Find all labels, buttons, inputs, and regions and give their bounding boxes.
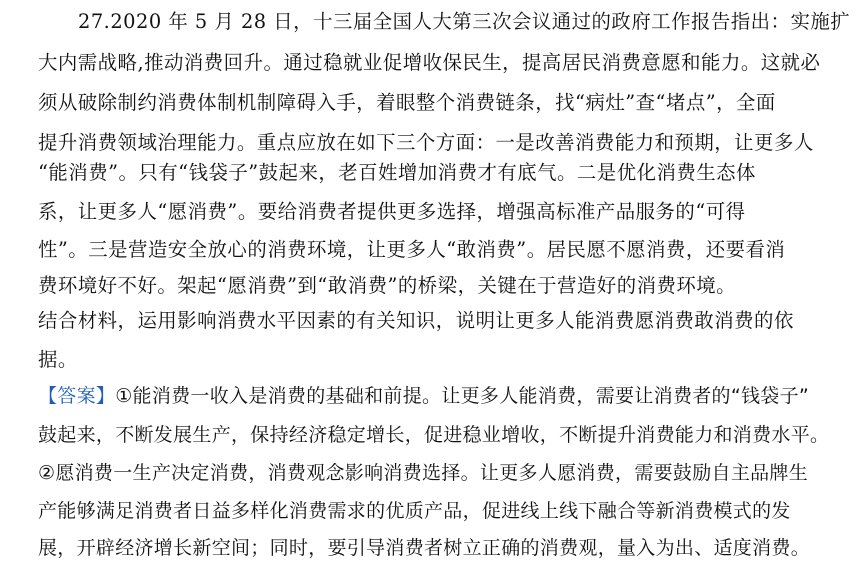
question-line: “能消费”。只有“钱袋子”鼓起来，老百姓增加消费才有底气。二是优化消费生态体 — [38, 161, 756, 184]
question-line: 提升消费领域治理能力。重点应放在如下三个方面：一是改善消费能力和预期，让更多人 — [38, 131, 814, 154]
answer-text: ①能消费一收入是消费的基础和前提。让更多人能消费，需要让消费者的“钱袋子” — [115, 385, 810, 407]
answer-line: 鼓起来，不断发展生产，保持经济稳定增长，促进稳业增收，不断提升消费能力和消费水平。 — [38, 424, 830, 446]
question-line: 27.2020 年 5 月 28 日，十三届全国人大第三次会议通过的政府工作报告指出：实施扩 — [78, 10, 851, 33]
question-prompt-line: 据。 — [38, 348, 78, 371]
question-line: 须从破除制约消费体制机制障碍入手，着眼整个消费链条，找“病灶”查“堵点”，全面 — [38, 91, 776, 114]
question-line: 大内需战略,推动消费回升。通过稳就业促增收保民生，提高居民消费意愿和能力。这就必 — [38, 51, 821, 74]
question-prompt-line: 结合材料，运用影响消费水平因素的有关知识，说明让更多人能消费愿消费敢消费的依 — [38, 309, 794, 332]
answer-line: 展，开辟经济增长新空间；同时，要引导消费者树立正确的消费观，量入为出、适度消费。 — [38, 537, 811, 559]
question-line: 费环境好不好。架起“愿消费”到“敢消费”的桥梁，关键在于营造好的消费环境。 — [38, 274, 737, 297]
question-line: 系，让更多人“愿消费”。要给消费者提供更多选择，增强高标准产品服务的“可得 — [38, 200, 746, 223]
answer-line: ②愿消费一生产决定消费，消费观念影响消费选择。让更多人愿消费，需要鼓励自主品牌生 — [38, 462, 809, 484]
answer-line: 产能够满足消费者日益多样化消费需求的优质产品，促进线上线下融合等新消费模式的发 — [38, 500, 791, 522]
answer-first-line — [38, 384, 809, 408]
question-line: 性”。三是营造安全放心的消费环境，让更多人“敢消费”。居民愿不愿消费，还要看消 — [38, 238, 786, 261]
answer-tag: 【答案】 — [38, 385, 116, 407]
